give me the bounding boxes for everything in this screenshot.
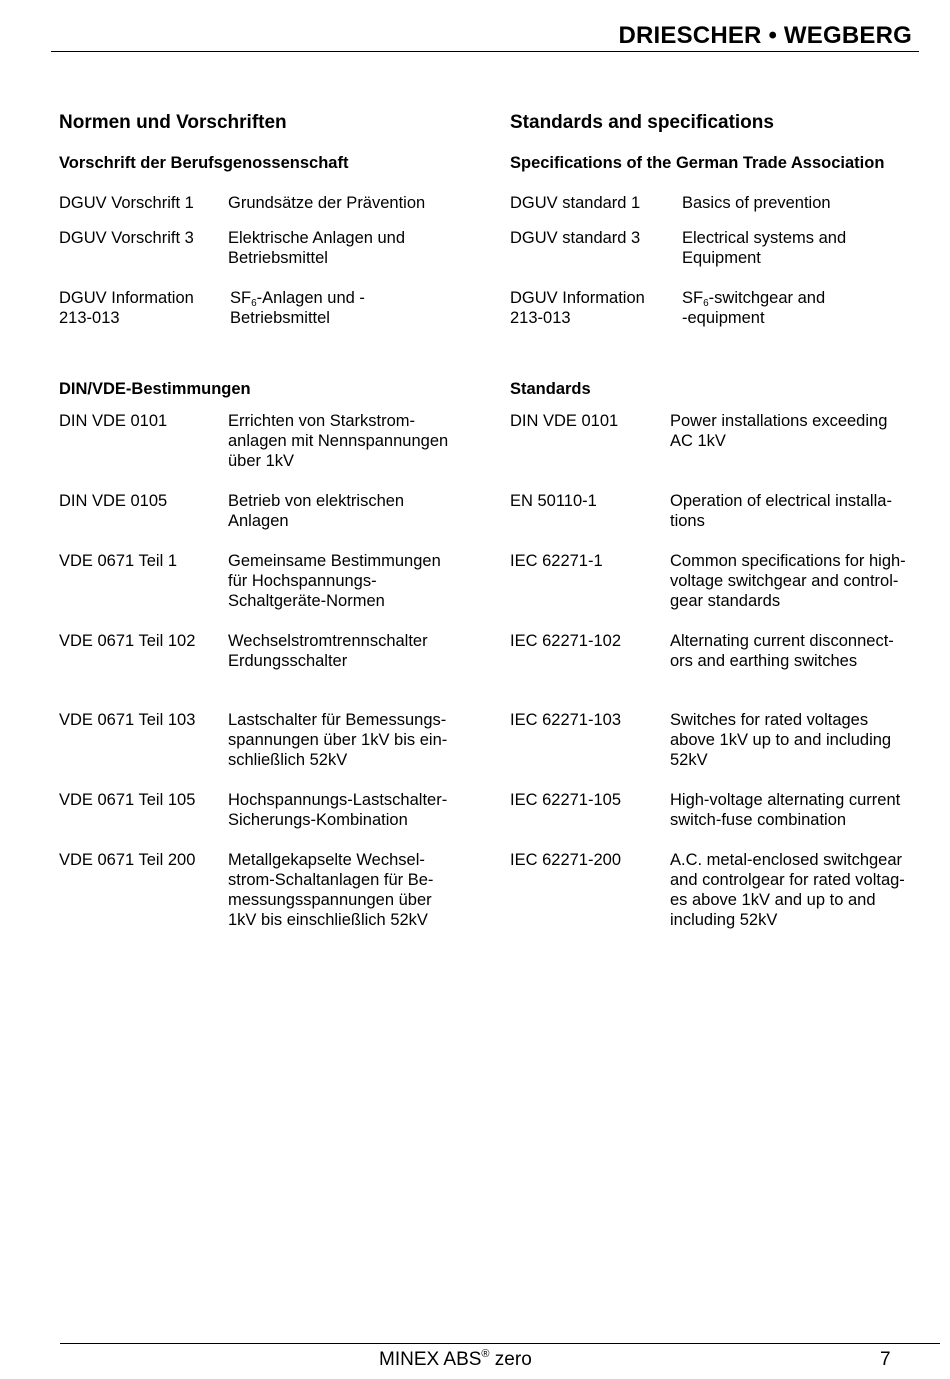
din-en-code: IEC 62271-1 [510, 552, 603, 570]
registered-mark: ® [481, 1348, 490, 1360]
din-de-desc: Wechselstromtrennschalter Erdungsschalter [228, 632, 428, 670]
din-en-desc: Alternating current disconnect- ors and earthing switches [670, 632, 894, 670]
din-de-desc: Errichten von Starkstrom- anlagen mit Nennspannungen über 1kV [228, 412, 449, 470]
sf6-subscript: 6 [251, 298, 257, 309]
din-de-desc: Gemeinsame Bestimmungen für Hochspannungs- Schaltgeräte-Normen [228, 552, 441, 610]
footer-rule [60, 1343, 940, 1344]
sf6-formula-rest: -switchgear and -equipment [682, 289, 826, 327]
din-de-code: VDE 0671 Teil 103 [59, 711, 196, 729]
company-brand: DRIESCHER • WEGBERG [618, 22, 912, 49]
din-de-desc: Metallgekapselte Wechsel- strom-Schaltanlagen für Be- messungsspannungen über 1kV bis einschließlich 52kV [228, 851, 434, 929]
trade-de-desc: Elektrische Anlagen und Betriebsmittel [228, 229, 406, 267]
en-section-title: Standards and specifications [510, 112, 774, 133]
en-din-heading: Standards [510, 380, 591, 398]
din-de-desc: Lastschalter für Bemessungs- spannungen über 1kV bis ein- schließlich 52kV [228, 711, 448, 769]
din-de-code: VDE 0671 Teil 102 [59, 632, 196, 650]
trade-en-code: DGUV standard 3 [510, 229, 641, 247]
din-en-code: IEC 62271-103 [510, 711, 621, 729]
trade-de-code: DGUV Vorschrift 3 [59, 229, 194, 247]
din-en-desc: Common specifications for high- voltage switchgear and control- gear standards [670, 552, 906, 610]
din-de-desc: Betrieb von elektrischen Anlagen [228, 492, 405, 530]
trade-de-desc: Grundsätze der Prävention [228, 194, 426, 212]
sf6-formula-prefix: SF [230, 289, 252, 307]
din-de-code: VDE 0671 Teil 105 [59, 791, 196, 809]
din-de-code: DIN VDE 0105 [59, 492, 168, 510]
product-name: MINEX ABS [379, 1349, 482, 1370]
footer-product [379, 1349, 532, 1371]
trade-en-desc: Electrical systems and Equipment [682, 229, 847, 267]
sf6-subscript: 6 [703, 298, 709, 309]
din-en-code: IEC 62271-200 [510, 851, 621, 869]
din-de-code: VDE 0671 Teil 200 [59, 851, 196, 869]
din-en-code: EN 50110-1 [510, 492, 597, 510]
sf6-formula-prefix: SF [682, 289, 704, 307]
din-en-desc: Switches for rated voltages above 1kV up to and including 52kV [670, 711, 892, 769]
din-de-code: DIN VDE 0101 [59, 412, 168, 430]
page-number: 7 [880, 1349, 891, 1370]
de-din-heading: DIN/VDE-Bestimmungen [59, 380, 251, 398]
din-en-code: IEC 62271-102 [510, 632, 621, 650]
trade-de-code: DGUV Information 213-013 [59, 289, 194, 327]
trade-en-desc [682, 288, 825, 328]
product-suffix: zero [489, 1349, 532, 1370]
trade-en-code: DGUV Information 213-013 [510, 289, 645, 327]
din-en-code: IEC 62271-105 [510, 791, 621, 809]
de-trade-heading: Vorschrift der Berufsgenossenschaft [59, 154, 349, 172]
din-en-desc: High-voltage alternating current switch-fuse combination [670, 791, 901, 829]
din-de-desc: Hochspannungs-Lastschalter- Sicherungs-Kombination [228, 791, 448, 829]
header-rule [51, 51, 919, 52]
trade-en-desc: Basics of prevention [682, 194, 831, 212]
din-de-code: VDE 0671 Teil 1 [59, 552, 178, 570]
trade-de-code: DGUV Vorschrift 1 [59, 194, 194, 212]
de-section-title: Normen und Vorschriften [59, 112, 287, 133]
din-en-desc: Power installations exceeding AC 1kV [670, 412, 888, 450]
en-trade-heading: Specifications of the German Trade Association [510, 154, 885, 172]
din-en-desc: Operation of electrical installa- tions [670, 492, 892, 530]
din-en-code: DIN VDE 0101 [510, 412, 619, 430]
sf6-formula-rest: -Anlagen und - Betriebsmittel [230, 289, 365, 327]
din-en-desc: A.C. metal-enclosed switchgear and controlgear for rated voltag- es above 1kV and up to and including 52kV [670, 851, 905, 929]
trade-en-code: DGUV standard 1 [510, 194, 641, 212]
trade-de-desc [230, 288, 365, 328]
